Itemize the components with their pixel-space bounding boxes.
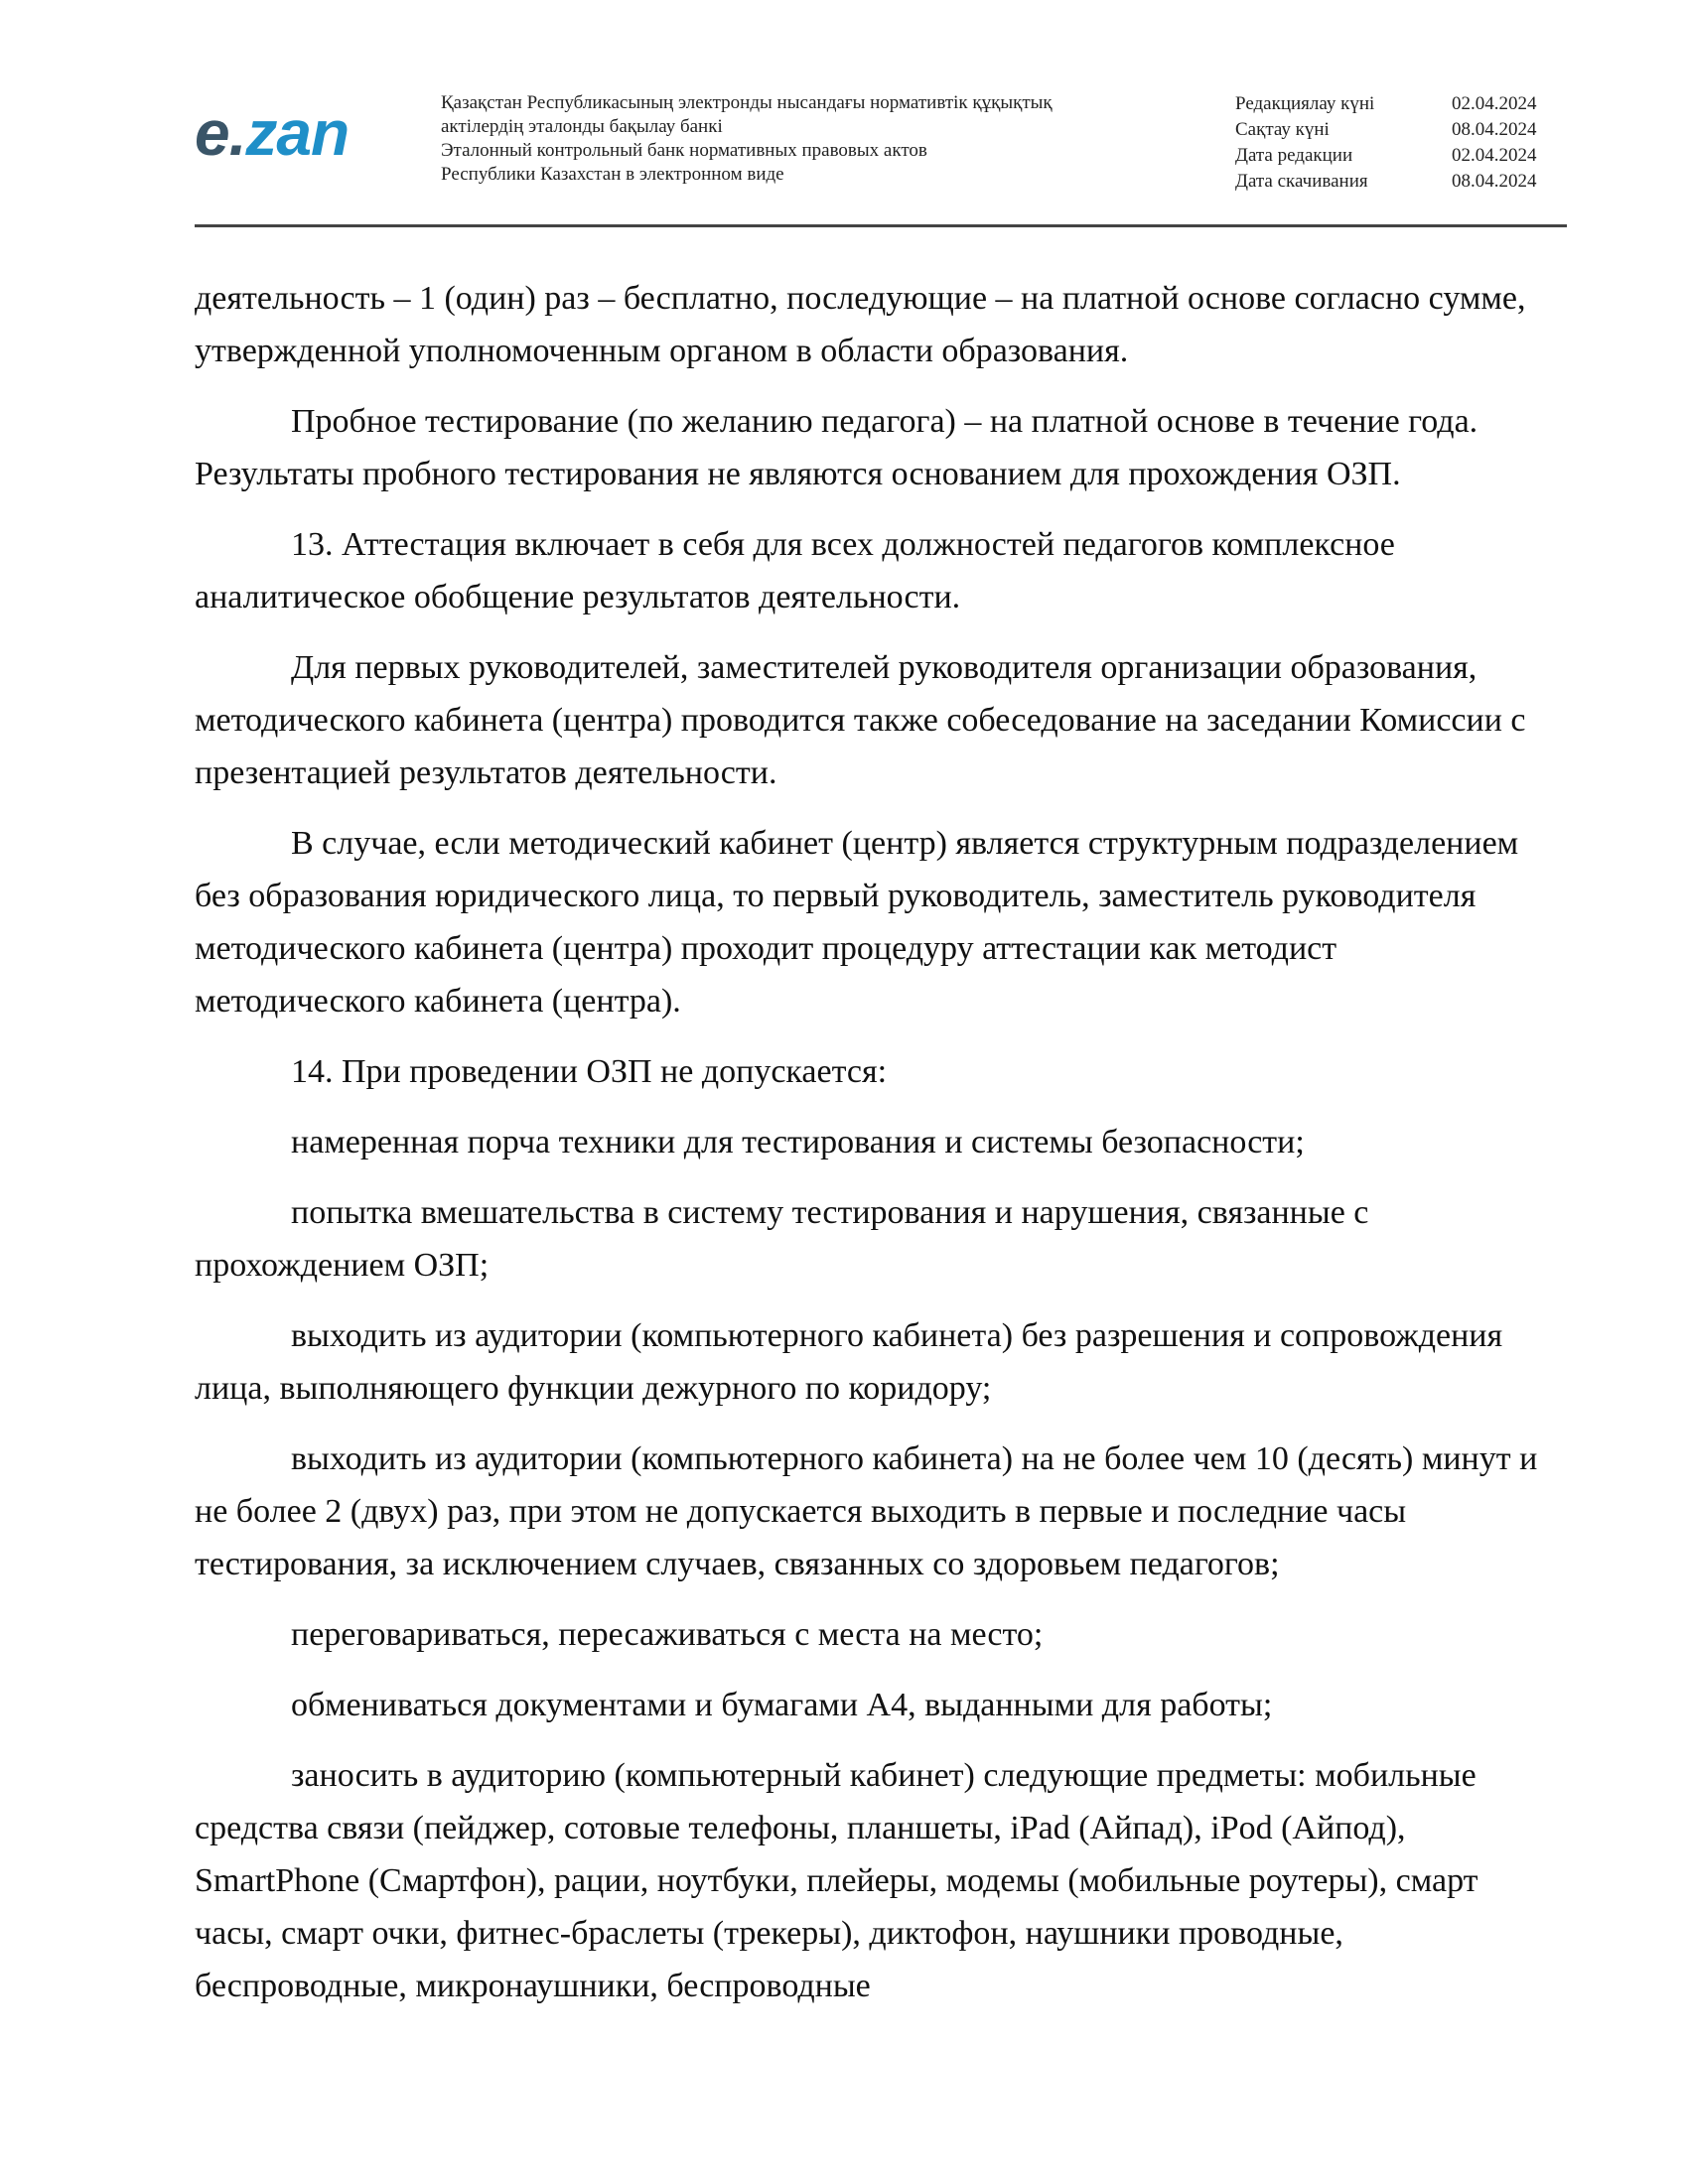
header-description-line: актілердің эталонды бақылау банкі <box>441 116 723 137</box>
date-row-save-kz <box>1235 117 1573 143</box>
date-value: 02.04.2024 <box>1452 93 1537 114</box>
document-header <box>195 87 1565 226</box>
paragraph-item-14: 14. При проведении ОЗП не допускается: <box>291 1053 888 1090</box>
date-label: Сақтау күні <box>1235 119 1330 140</box>
paragraph: Пробное тестирование (по желанию педагога) – на платной основе в течение года. Результаты пробного тестирования не являются основанием для прохождения ОЗП. <box>195 403 1478 492</box>
list-item: выходить из аудитории (компьютерного кабинета) без разрешения и сопровождения лица, выполняющего функции дежурного по коридору; <box>195 1317 1503 1407</box>
date-value: 08.04.2024 <box>1452 119 1537 140</box>
date-value: 08.04.2024 <box>1452 171 1537 192</box>
header-divider <box>195 224 1567 227</box>
logo-e: e <box>195 97 229 169</box>
paragraph-item-13: 13. Аттестация включает в себя для всех должностей педагогов комплексное аналитическое обобщение результатов деятельности. <box>195 526 1395 615</box>
logo-dot: . <box>228 97 246 169</box>
header-description <box>441 91 1156 187</box>
ezan-logo[interactable] <box>195 97 350 169</box>
list-item: попытка вмешательства в систему тестирования и нарушения, связанные с прохождением ОЗП; <box>195 1194 1369 1284</box>
header-description-line: Қазақстан Республикасының электронды нысандағы нормативтік құқықтық <box>441 92 1053 113</box>
list-item: заносить в аудиторию (компьютерный кабинет) следующие предметы: мобильные средства связи (пейджер, сотовые телефоны, планшеты, iPad (Айпад), iPod (Айпод), SmartPhone (Смартфон), рации, ноутбуки, плейеры, модемы (мобильные роутеры), смарт часы, смарт очки, фитнес-браслеты (трекеры), диктофон, наушники проводные, беспроводные, микронаушники, беспроводные <box>195 1757 1478 2004</box>
date-value: 02.04.2024 <box>1452 145 1537 166</box>
date-row-edit-ru <box>1235 143 1573 169</box>
date-label: Дата скачивания <box>1235 171 1368 192</box>
paragraph-continuation: деятельность – 1 (один) раз – бесплатно, последующие – на платной основе согласно сумме, утвержденной уполномоченным органом в области образования. <box>195 280 1526 369</box>
list-item: обмениваться документами и бумагами А4, выданными для работы; <box>291 1687 1273 1723</box>
paragraph: В случае, если методический кабинет (центр) является структурным подразделением без образования юридического лица, то первый руководитель, заместитель руководителя методического кабинета (центра) проходит процедуру аттестации как методист методического кабинета (центра). <box>195 825 1519 1020</box>
date-label: Редакциялау күні <box>1235 93 1375 114</box>
date-row-edit-kz <box>1235 91 1573 117</box>
logo-zan: zan <box>245 97 350 169</box>
date-label: Дата редакции <box>1235 145 1353 166</box>
header-dates <box>1235 91 1573 195</box>
header-description-line: Эталонный контрольный банк нормативных правовых актов <box>441 140 927 161</box>
list-item: намеренная порча техники для тестирования и системы безопасности; <box>291 1124 1305 1160</box>
header-description-line: Республики Казахстан в электронном виде <box>441 164 784 185</box>
list-item: переговариваться, пересаживаться с места на место; <box>291 1616 1044 1653</box>
document-body <box>195 272 1545 2030</box>
paragraph: Для первых руководителей, заместителей руководителя организации образования, методического кабинета (центра) проводится также собеседование на заседании Комиссии с презентацией результатов деятельности. <box>195 649 1526 791</box>
date-row-download-ru <box>1235 169 1573 195</box>
list-item: выходить из аудитории (компьютерного кабинета) на не более чем 10 (десять) минут и не более 2 (двух) раз, при этом не допускается выходить в первые и последние часы тестирования, за исключением случаев, связанных со здоровьем педагогов; <box>195 1440 1538 1582</box>
